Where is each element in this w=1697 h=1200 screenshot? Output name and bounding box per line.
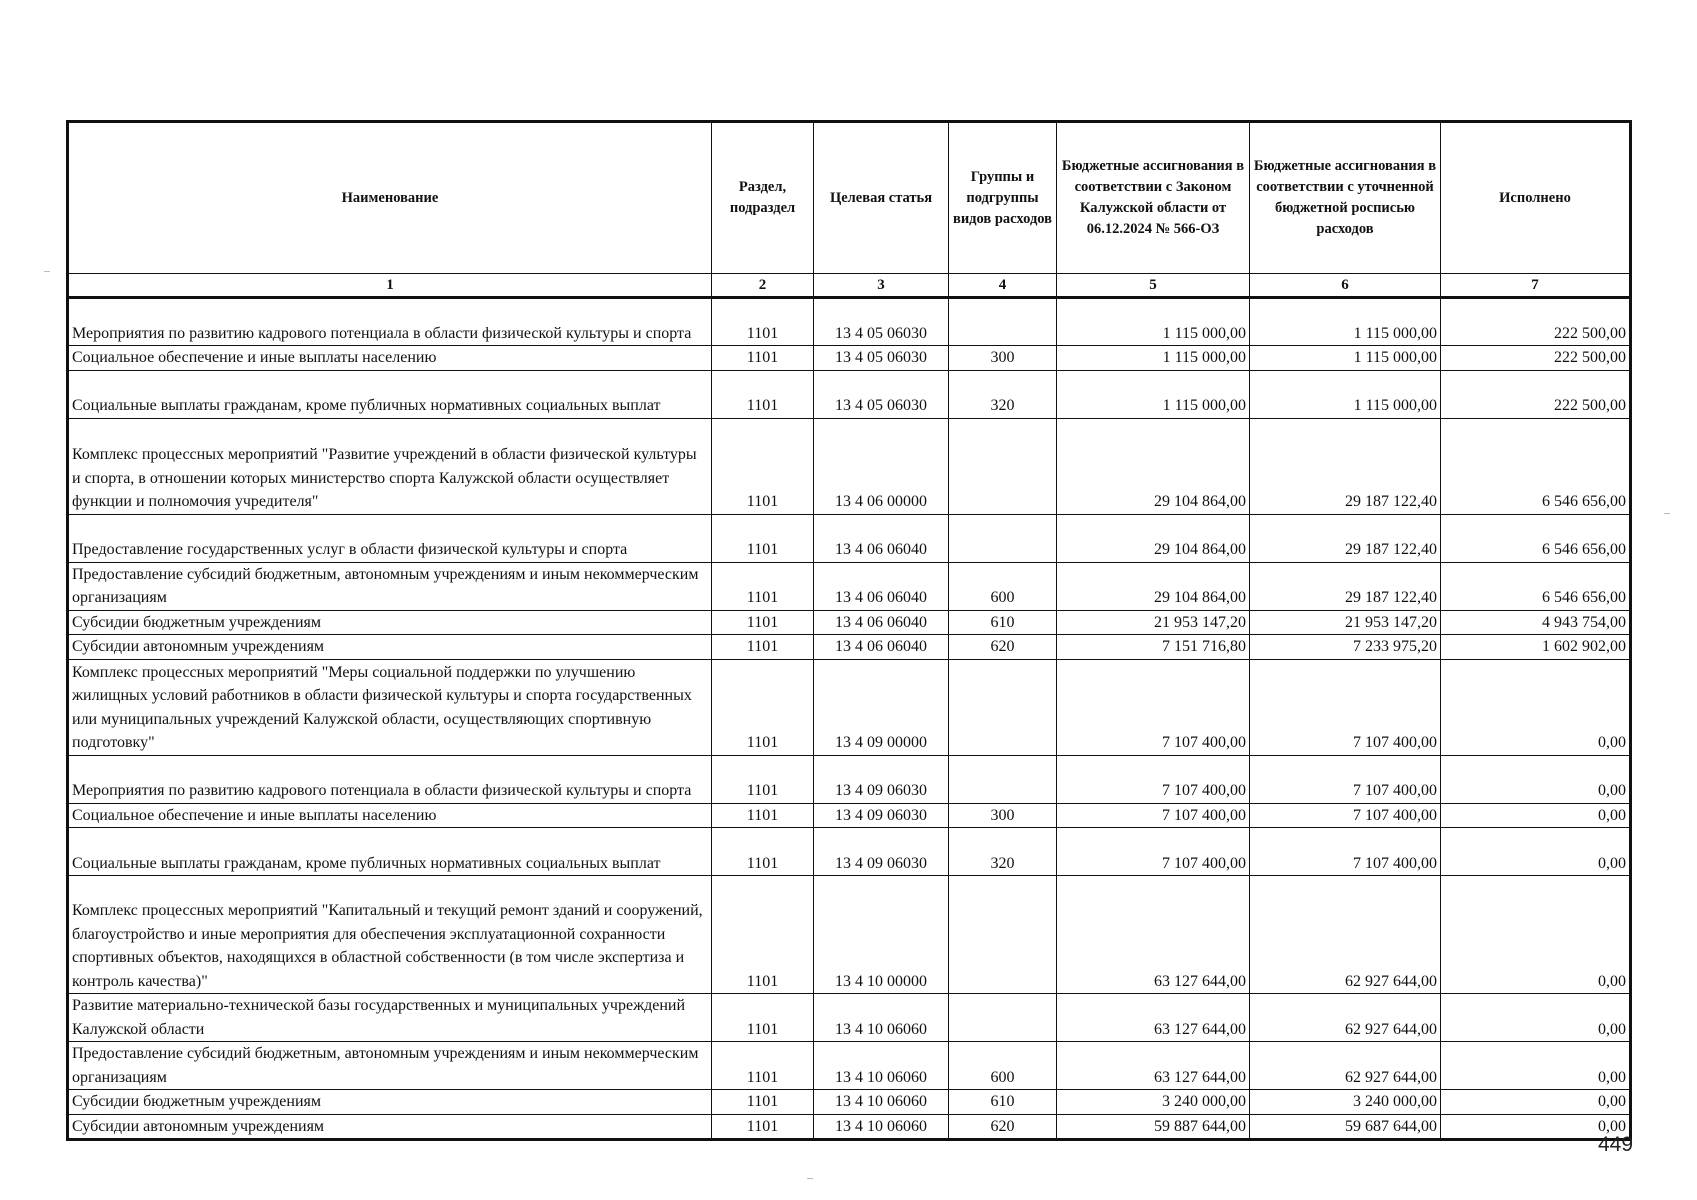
row-refined-amount: 3 240 000,00 [1250, 1090, 1441, 1115]
row-refined-amount: 62 927 644,00 [1250, 876, 1441, 994]
table-row [68, 514, 1631, 562]
row-target-article: 13 4 06 06040 [814, 562, 949, 610]
table-row [68, 803, 1631, 828]
row-expense-group [949, 876, 1057, 994]
row-target-article: 13 4 05 06030 [814, 370, 949, 418]
budget-table-sheet [66, 120, 1629, 1141]
row-expense-group: 600 [949, 1042, 1057, 1090]
row-target-article: 13 4 10 06060 [814, 1090, 949, 1115]
row-section: 1101 [712, 1114, 814, 1140]
row-target-article: 13 4 05 06030 [814, 346, 949, 371]
row-name: Субсидии автономным учреждениям [68, 1114, 712, 1140]
row-section: 1101 [712, 755, 814, 803]
row-section: 1101 [712, 635, 814, 660]
row-expense-group [949, 418, 1057, 514]
row-target-article: 13 4 10 06060 [814, 994, 949, 1042]
table-row [68, 1042, 1631, 1090]
row-executed-amount: 222 500,00 [1441, 370, 1631, 418]
row-law-amount: 7 107 400,00 [1057, 828, 1250, 876]
header-expense-group: Группы и подгруппы видов расходов [949, 122, 1057, 274]
row-section: 1101 [712, 514, 814, 562]
table-row [68, 298, 1631, 346]
row-executed-amount: 0,00 [1441, 803, 1631, 828]
row-name: Социальные выплаты гражданам, кроме публичных нормативных социальных выплат [68, 370, 712, 418]
row-target-article: 13 4 09 06030 [814, 755, 949, 803]
row-refined-amount: 1 115 000,00 [1250, 370, 1441, 418]
row-name: Социальное обеспечение и иные выплаты населению [68, 346, 712, 371]
header-target-article: Целевая статья [814, 122, 949, 274]
row-law-amount: 3 240 000,00 [1057, 1090, 1250, 1115]
row-target-article: 13 4 10 06060 [814, 1114, 949, 1140]
row-refined-amount: 29 187 122,40 [1250, 562, 1441, 610]
row-law-amount: 63 127 644,00 [1057, 1042, 1250, 1090]
row-refined-amount: 29 187 122,40 [1250, 418, 1441, 514]
row-expense-group: 320 [949, 370, 1057, 418]
table-row [68, 828, 1631, 876]
row-target-article: 13 4 09 06030 [814, 828, 949, 876]
row-target-article: 13 4 06 06040 [814, 635, 949, 660]
scan-mark [807, 1178, 813, 1179]
row-expense-group: 600 [949, 562, 1057, 610]
table-row [68, 418, 1631, 514]
row-executed-amount: 0,00 [1441, 659, 1631, 755]
column-number: 4 [949, 274, 1057, 298]
row-refined-amount: 62 927 644,00 [1250, 1042, 1441, 1090]
row-refined-amount: 7 233 975,20 [1250, 635, 1441, 660]
scan-mark [1664, 513, 1670, 514]
row-section: 1101 [712, 994, 814, 1042]
header-refined-allocations: Бюджетные ассигнования в соответствии с уточненной бюджетной росписью расходов [1250, 122, 1441, 274]
row-name: Предоставление государственных услуг в области физической культуры и спорта [68, 514, 712, 562]
row-name: Комплекс процессных мероприятий "Развитие учреждений в области физической культуры и спорта, в отношении которых министерство спорта Калужской области осуществляет функции и полномочия учредителя" [68, 418, 712, 514]
row-section: 1101 [712, 346, 814, 371]
header-row [68, 122, 1631, 274]
row-target-article: 13 4 10 06060 [814, 1042, 949, 1090]
column-number: 3 [814, 274, 949, 298]
table-row [68, 610, 1631, 635]
row-expense-group: 620 [949, 635, 1057, 660]
row-law-amount: 63 127 644,00 [1057, 876, 1250, 994]
row-refined-amount: 7 107 400,00 [1250, 803, 1441, 828]
table-row [68, 659, 1631, 755]
row-section: 1101 [712, 298, 814, 346]
row-executed-amount: 6 546 656,00 [1441, 418, 1631, 514]
row-executed-amount: 222 500,00 [1441, 298, 1631, 346]
row-section: 1101 [712, 803, 814, 828]
row-law-amount: 29 104 864,00 [1057, 418, 1250, 514]
row-executed-amount: 0,00 [1441, 1042, 1631, 1090]
row-refined-amount: 21 953 147,20 [1250, 610, 1441, 635]
row-section: 1101 [712, 876, 814, 994]
row-executed-amount: 0,00 [1441, 876, 1631, 994]
row-refined-amount: 62 927 644,00 [1250, 994, 1441, 1042]
row-section: 1101 [712, 1090, 814, 1115]
row-executed-amount: 0,00 [1441, 994, 1631, 1042]
row-target-article: 13 4 06 06040 [814, 514, 949, 562]
row-executed-amount: 0,00 [1441, 755, 1631, 803]
row-name: Предоставление субсидий бюджетным, автономным учреждениям и иным некоммерческим организациям [68, 1042, 712, 1090]
row-name: Субсидии бюджетным учреждениям [68, 610, 712, 635]
row-executed-amount: 4 943 754,00 [1441, 610, 1631, 635]
row-law-amount: 7 107 400,00 [1057, 803, 1250, 828]
row-executed-amount: 222 500,00 [1441, 346, 1631, 371]
header-law-allocations: Бюджетные ассигнования в соответствии с Законом Калужской области от 06.12.2024 № 566-ОЗ [1057, 122, 1250, 274]
column-number: 6 [1250, 274, 1441, 298]
header-name: Наименование [68, 122, 712, 274]
row-law-amount: 29 104 864,00 [1057, 562, 1250, 610]
row-target-article: 13 4 10 00000 [814, 876, 949, 994]
row-name: Развитие материально-технической базы государственных и муниципальных учреждений Калужской области [68, 994, 712, 1042]
table-row [68, 755, 1631, 803]
row-section: 1101 [712, 418, 814, 514]
row-executed-amount: 0,00 [1441, 828, 1631, 876]
budget-table [66, 120, 1632, 1141]
table-row [68, 370, 1631, 418]
row-law-amount: 59 887 644,00 [1057, 1114, 1250, 1140]
row-section: 1101 [712, 562, 814, 610]
row-law-amount: 29 104 864,00 [1057, 514, 1250, 562]
row-expense-group [949, 755, 1057, 803]
row-target-article: 13 4 09 06030 [814, 803, 949, 828]
row-target-article: 13 4 09 00000 [814, 659, 949, 755]
row-refined-amount: 59 687 644,00 [1250, 1114, 1441, 1140]
row-executed-amount: 1 602 902,00 [1441, 635, 1631, 660]
row-expense-group: 320 [949, 828, 1057, 876]
column-number: 2 [712, 274, 814, 298]
row-refined-amount: 7 107 400,00 [1250, 755, 1441, 803]
scan-mark [44, 271, 50, 272]
row-expense-group: 610 [949, 610, 1057, 635]
table-row [68, 994, 1631, 1042]
row-name: Мероприятия по развитию кадрового потенциала в области физической культуры и спорта [68, 755, 712, 803]
row-expense-group [949, 514, 1057, 562]
row-name: Социальные выплаты гражданам, кроме публичных нормативных социальных выплат [68, 828, 712, 876]
row-law-amount: 7 107 400,00 [1057, 659, 1250, 755]
row-name: Субсидии бюджетным учреждениям [68, 1090, 712, 1115]
row-law-amount: 63 127 644,00 [1057, 994, 1250, 1042]
row-section: 1101 [712, 1042, 814, 1090]
table-row [68, 876, 1631, 994]
row-expense-group: 610 [949, 1090, 1057, 1115]
row-law-amount: 21 953 147,20 [1057, 610, 1250, 635]
row-target-article: 13 4 05 06030 [814, 298, 949, 346]
table-row [68, 562, 1631, 610]
row-expense-group: 300 [949, 803, 1057, 828]
row-expense-group [949, 298, 1057, 346]
header-executed: Исполнено [1441, 122, 1631, 274]
table-row [68, 1090, 1631, 1115]
column-number: 7 [1441, 274, 1631, 298]
row-expense-group: 620 [949, 1114, 1057, 1140]
row-refined-amount: 29 187 122,40 [1250, 514, 1441, 562]
column-number-row [68, 274, 1631, 298]
row-section: 1101 [712, 659, 814, 755]
row-executed-amount: 0,00 [1441, 1090, 1631, 1115]
table-row [68, 346, 1631, 371]
row-law-amount: 7 151 716,80 [1057, 635, 1250, 660]
row-law-amount: 1 115 000,00 [1057, 370, 1250, 418]
row-name: Предоставление субсидий бюджетным, автономным учреждениям и иным некоммерческим организациям [68, 562, 712, 610]
row-name: Субсидии автономным учреждениям [68, 635, 712, 660]
row-section: 1101 [712, 370, 814, 418]
row-name: Комплекс процессных мероприятий "Меры социальной поддержки по улучшению жилищных условий работников в области физической культуры и спорта государственных или муниципальных учреждений Калужской области, осуществляющих спортивную подготовку" [68, 659, 712, 755]
table-row [68, 635, 1631, 660]
row-expense-group [949, 994, 1057, 1042]
row-target-article: 13 4 06 06040 [814, 610, 949, 635]
header-section: Раздел, подраздел [712, 122, 814, 274]
row-section: 1101 [712, 610, 814, 635]
row-executed-amount: 0,00 [1441, 1114, 1631, 1140]
row-expense-group [949, 659, 1057, 755]
row-target-article: 13 4 06 00000 [814, 418, 949, 514]
row-name: Комплекс процессных мероприятий "Капитальный и текущий ремонт зданий и сооружений, благоустройство и иные мероприятия для обеспечения эксплуатационной сохранности спортивных объектов, находящихся в областной собственности (в том числе экспертиза и контроль качества)" [68, 876, 712, 994]
row-executed-amount: 6 546 656,00 [1441, 562, 1631, 610]
row-refined-amount: 7 107 400,00 [1250, 659, 1441, 755]
row-executed-amount: 6 546 656,00 [1441, 514, 1631, 562]
row-name: Социальное обеспечение и иные выплаты населению [68, 803, 712, 828]
row-name: Мероприятия по развитию кадрового потенциала в области физической культуры и спорта [68, 298, 712, 346]
column-number: 5 [1057, 274, 1250, 298]
row-expense-group: 300 [949, 346, 1057, 371]
row-law-amount: 1 115 000,00 [1057, 298, 1250, 346]
row-law-amount: 1 115 000,00 [1057, 346, 1250, 371]
page-number: 449 [1598, 1133, 1634, 1156]
column-number: 1 [68, 274, 712, 298]
row-refined-amount: 1 115 000,00 [1250, 298, 1441, 346]
row-law-amount: 7 107 400,00 [1057, 755, 1250, 803]
table-row [68, 1114, 1631, 1140]
row-section: 1101 [712, 828, 814, 876]
row-refined-amount: 7 107 400,00 [1250, 828, 1441, 876]
row-refined-amount: 1 115 000,00 [1250, 346, 1441, 371]
